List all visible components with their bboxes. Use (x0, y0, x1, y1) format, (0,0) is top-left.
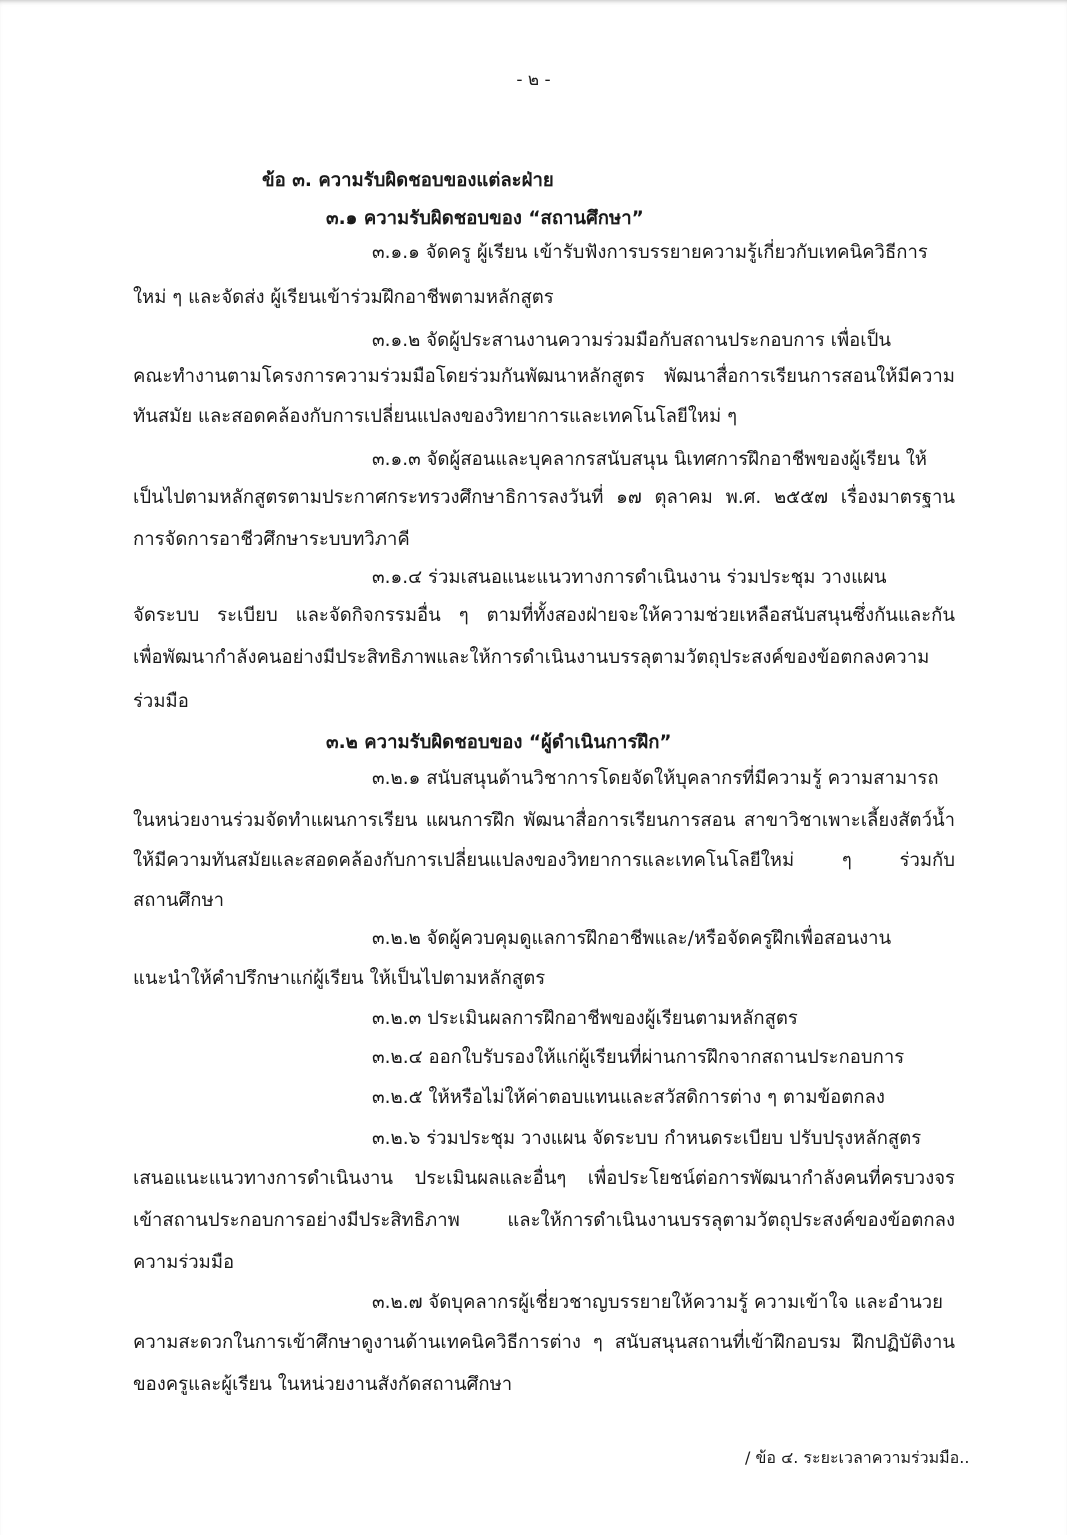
item-3-2-5: ๓.๒.๕ ให้หรือไม่ให้ค่าตอบแทนและสวัสดิการต่าง ๆ ตามข้อตกลง (372, 1087, 885, 1108)
item-3-1-1-line-1: ๓.๑.๑ จัดครู ผู้เรียน เข้ารับฟังการบรรยายความรู้เกี่ยวกับเทคนิควิธีการ (372, 242, 928, 263)
continuation-footer: / ข้อ ๔. ระยะเวลาความร่วมมือ.. (745, 1448, 970, 1467)
item-3-2-1-line-1: ๓.๒.๑ สนับสนุนด้านวิชาการโดยจัดให้บุคลากรที่มีความรู้ ความสามารถ (372, 768, 939, 789)
item-3-1-4-line-1: ๓.๑.๔ ร่วมเสนอแนะแนวทางการดำเนินงาน ร่วมประชุม วางแผน (372, 567, 887, 588)
item-3-1-3-line-3: การจัดการอาชีวศึกษาระบบทวิภาคี (133, 529, 410, 550)
item-3-1-2-line-2: คณะทำงานตามโครงการความร่วมมือโดยร่วมกันพัฒนาหลักสูตร พัฒนาสื่อการเรียนการสอนให้มีความ (133, 366, 955, 387)
item-3-2-2-line-2: แนะนำให้คำปรึกษาแก่ผู้เรียน ให้เป็นไปตามหลักสูตร (133, 968, 546, 989)
item-3-2-2-line-1: ๓.๒.๒ จัดผู้ควบคุมดูแลการฝึกอาชีพและ/หรือจัดครูฝึกเพื่อสอนงาน (372, 928, 892, 949)
item-3-2-7-line-3: ของครูและผู้เรียน ในหน่วยงานสังกัดสถานศึกษา (133, 1374, 513, 1395)
item-3-1-3-line-2: เป็นไปตามหลักสูตรตามประกาศกระทรวงศึกษาธิการลงวันที่ ๑๗ ตุลาคม พ.ศ. ๒๕๕๗ เรื่องมาตรฐาน (133, 487, 955, 508)
item-3-1-1-line-2: ใหม่ ๆ และจัดส่ง ผู้เรียนเข้าร่วมฝึกอาชีพตามหลักสูตร (133, 287, 554, 308)
item-3-2-4: ๓.๒.๔ ออกใบรับรองให้แก่ผู้เรียนที่ผ่านการฝึกจากสถานประกอบการ (372, 1047, 905, 1068)
item-3-1-2-line-3: ทันสมัย และสอดคล้องกับการเปลี่ยนแปลงของวิทยาการและเทคโนโลยีใหม่ ๆ (133, 406, 738, 427)
item-3-2-1-line-2: ในหน่วยงานร่วมจัดทำแผนการเรียน แผนการฝึก พัฒนาสื่อการเรียนการสอน สาขาวิชาเพาะเลี้ยงสัตว์น้ำ (133, 810, 955, 831)
item-3-2-6-line-3: เข้าสถานประกอบการอย่างมีประสิทธิภาพ และให้การดำเนินงานบรรลุตามวัตถุประสงค์ของข้อตกลง (133, 1210, 955, 1231)
item-3-1-4-line-4: ร่วมมือ (133, 691, 189, 712)
subsection-heading-3-1: ๓.๑ ความรับผิดชอบของ “สถานศึกษา” (326, 208, 644, 229)
item-3-2-6-line-4: ความร่วมมือ (133, 1252, 235, 1273)
item-3-1-4-line-3: เพื่อพัฒนากำลังคนอย่างมีประสิทธิภาพและให้การดำเนินงานบรรลุตามวัตถุประสงค์ของข้อตกลงความ (133, 647, 930, 668)
item-3-1-3-line-1: ๓.๑.๓ จัดผู้สอนและบุคลากรสนับสนุน นิเทศการฝึกอาชีพของผู้เรียน ให้ (372, 449, 927, 470)
item-3-2-6-line-2: เสนอแนะแนวทางการดำเนินงาน ประเมินผลและอื่นๆ เพื่อประโยชน์ต่อการพัฒนากำลังคนที่ครบวงจร (133, 1168, 955, 1189)
item-3-2-1-line-3: ให้มีความทันสมัยและสอดคล้องกับการเปลี่ยนแปลงของวิทยาการและเทคโนโลยีใหม่ ๆ ร่วมกับ (133, 850, 955, 871)
item-3-2-3: ๓.๒.๓ ประเมินผลการฝึกอาชีพของผู้เรียนตามหลักสูตร (372, 1008, 798, 1029)
subsection-heading-3-2: ๓.๒ ความรับผิดชอบของ “ผู้ดำเนินการฝึก” (326, 732, 672, 753)
item-3-2-7-line-1: ๓.๒.๗ จัดบุคลากรผู้เชี่ยวชาญบรรยายให้ความรู้ ความเข้าใจ และอำนวย (372, 1292, 943, 1313)
item-3-2-7-line-2: ความสะดวกในการเข้าศึกษาดูงานด้านเทคนิควิธีการต่าง ๆ สนับสนุนสถานที่เข้าฝึกอบรม ฝึกปฏิบัติงาน (133, 1332, 955, 1353)
item-3-1-2-line-1: ๓.๑.๒ จัดผู้ประสานงานความร่วมมือกับสถานประกอบการ เพื่อเป็น (372, 330, 891, 351)
item-3-2-1-line-4: สถานศึกษา (133, 890, 225, 911)
page-number: - ๒ - (516, 70, 551, 90)
item-3-2-6-line-1: ๓.๒.๖ ร่วมประชุม วางแผน จัดระบบ กำหนดระเบียบ ปรับปรุงหลักสูตร (372, 1128, 922, 1149)
item-3-1-4-line-2: จัดระบบ ระเบียบ และจัดกิจกรรมอื่น ๆ ตามที่ทั้งสองฝ่ายจะให้ความช่วยเหลือสนับสนุนซึ่งกันและกัน (133, 605, 955, 626)
section-heading: ข้อ ๓. ความรับผิดชอบของแต่ละฝ่าย (262, 170, 554, 191)
